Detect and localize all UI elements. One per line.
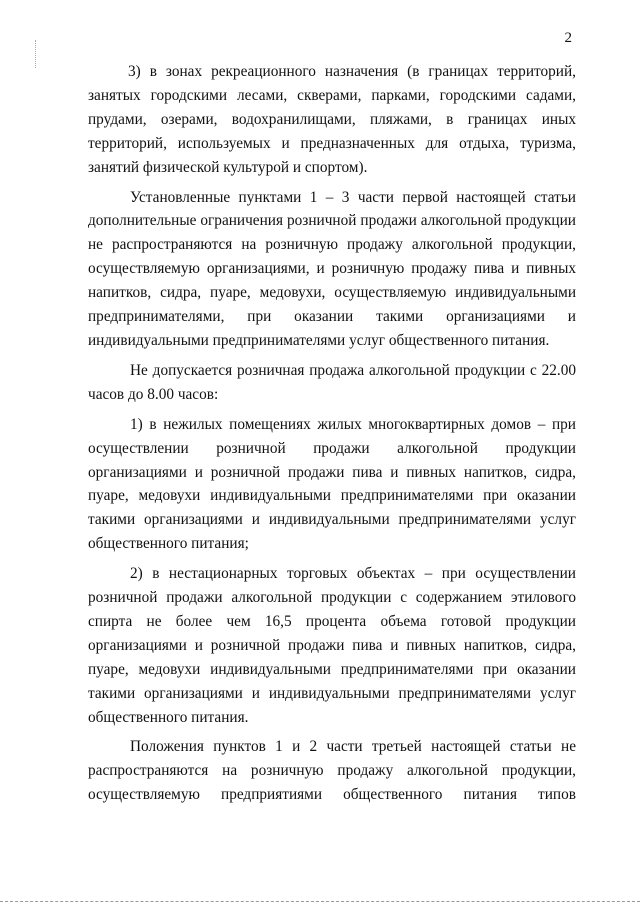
text-line: такими организациями и индивидуальными предпринимателями услуг xyxy=(88,684,576,702)
text-line: 1) в нежилых помещениях жилых многоквартирных домов – при xyxy=(130,415,576,433)
text-line: пуаре, медовухи индивидуальными предпринимателями при оказании xyxy=(88,660,576,678)
text-line: часов до 8.00 часов: xyxy=(88,385,219,403)
text-line: Не допускается розничная продажа алкогольной продукции с 22.00 xyxy=(130,361,576,379)
text-line: осуществляемую организациями, и розничную продажу пива и пивных xyxy=(88,260,576,278)
document-body xyxy=(88,60,576,813)
page-number: 2 xyxy=(564,30,572,46)
paragraph-recreation-zones xyxy=(88,60,576,180)
text-line: занятий физической культурой и спортом). xyxy=(88,158,368,176)
text-line: такими организациями и индивидуальными предпринимателями услуг xyxy=(88,511,576,529)
text-line: организациями и розничной продажи пива и пивных напитков, сидра, xyxy=(88,463,576,481)
text-line: распространяются на розничную продажу алкогольной продукции, xyxy=(88,762,576,780)
paragraph-item-2 xyxy=(88,562,576,729)
text-line: осуществляемую предприятиями общественного питания типов xyxy=(88,786,576,804)
paragraph-exemptions xyxy=(88,186,576,353)
text-line: розничной продажи алкогольной продукции с содержанием этилового xyxy=(88,589,576,607)
text-line: 2) в нестационарных торговых объектах – при осуществлении xyxy=(130,565,576,583)
text-line: спирта не более чем 16,5 процента объема готовой продукции xyxy=(88,612,576,630)
scan-margin-mark xyxy=(35,40,37,68)
text-line: прудами, озерами, водохранилищами, пляжами, в границах иных xyxy=(88,110,576,128)
text-line: индивидуальными предпринимателями услуг общественного питания. xyxy=(88,331,550,349)
text-line: напитков, сидра, пуаре, медовухи, осуществляемую индивидуальными xyxy=(88,284,576,302)
text-line: организациями и розничной продажи пива и пивных напитков, сидра, xyxy=(88,636,576,654)
text-line: 3) в зонах рекреационного назначения (в границах территорий, xyxy=(128,63,576,80)
text-line: территорий, используемых и предназначенных для отдыха, туризма, xyxy=(88,134,576,152)
text-line: осуществлении розничной продажи алкогольной продукции xyxy=(88,439,576,457)
paragraph-provisions xyxy=(88,735,576,807)
text-line: Положения пунктов 1 и 2 части третьей настоящей статьи не xyxy=(130,738,576,756)
scan-bottom-edge xyxy=(0,901,640,903)
text-line: предпринимателями, при оказании такими организациями и xyxy=(88,308,576,326)
text-line: занятых городскими лесами, скверами, парками, городскими садами, xyxy=(88,86,576,104)
text-line: дополнительные ограничения розничной продажи алкогольной продукции xyxy=(88,212,576,230)
text-line: общественного питания. xyxy=(88,708,249,726)
text-line: пуаре, медовухи индивидуальными предпринимателями при оказании xyxy=(88,487,576,505)
text-line: не распространяются на розничную продажу алкогольной продукции, xyxy=(88,236,576,254)
text-line: общественного питания; xyxy=(88,535,249,553)
text-line: Установленные пунктами 1 – 3 части первой настоящей статьи xyxy=(130,188,576,206)
paragraph-night-ban xyxy=(88,359,576,407)
paragraph-item-1 xyxy=(88,413,576,556)
